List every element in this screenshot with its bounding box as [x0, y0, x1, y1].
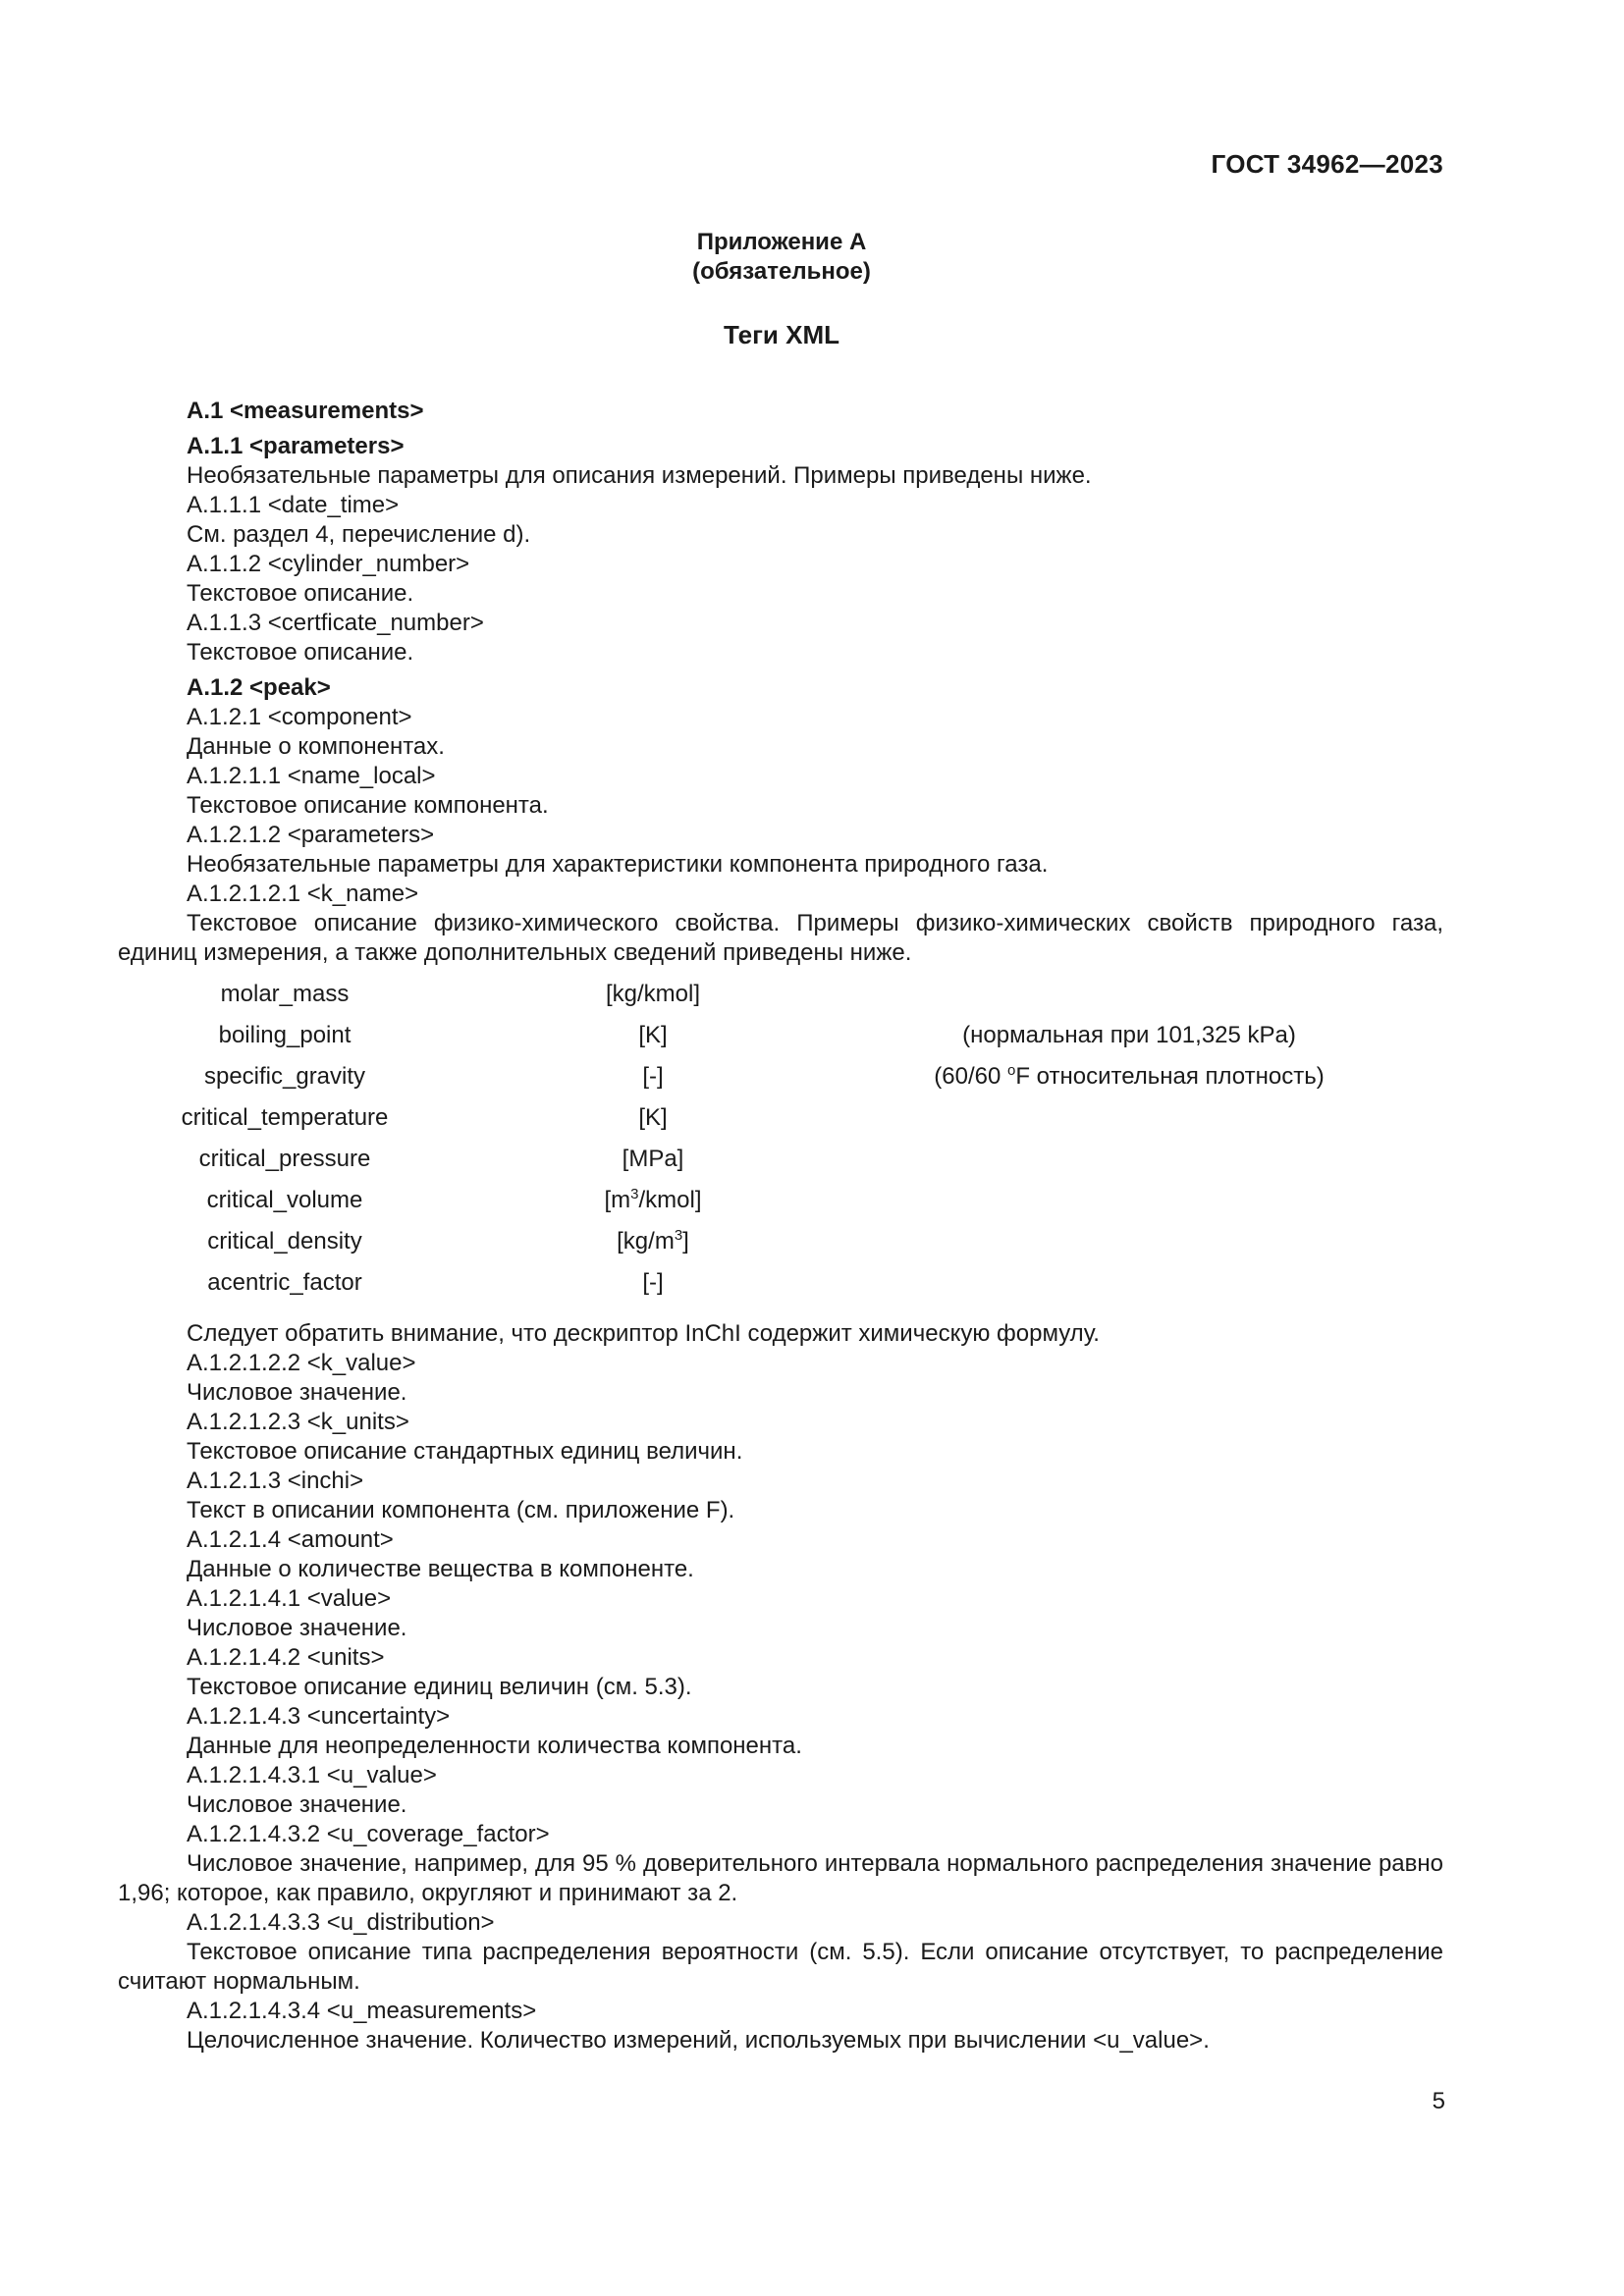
unit-part: ]	[682, 1228, 689, 1255]
property-name: critical_volume	[206, 1187, 363, 1213]
text-line: Текстовое описание компонента.	[187, 792, 549, 819]
text-line: A.1.2.1.3 <inchi>	[187, 1468, 364, 1494]
table-row	[137, 974, 1384, 1015]
text-line: Числовое значение.	[187, 1379, 407, 1406]
section-lines-after-table	[118, 1319, 1443, 1849]
property-name: critical_density	[207, 1228, 362, 1255]
property-note	[874, 1056, 1384, 1097]
table-row	[137, 1262, 1384, 1304]
text-line: Текстовое описание единиц величин (см. 5.3).	[187, 1674, 692, 1700]
property-note: (нормальная при 101,325 kPa)	[962, 1022, 1296, 1048]
table-row	[137, 1097, 1384, 1139]
property-unit	[432, 1180, 874, 1221]
property-unit: [kg/kmol]	[605, 981, 701, 1007]
text-line: Числовое значение.	[187, 1615, 407, 1641]
property-unit: [-]	[642, 1063, 664, 1090]
text-line: A.1.2.1.2.3 <k_units>	[187, 1409, 409, 1435]
note-part: (60/60	[934, 1063, 1007, 1090]
property-name: molar_mass	[220, 981, 350, 1007]
section-lines-before-table	[118, 397, 1443, 909]
text-line-distribution: A.1.2.1.4.3.3 <u_distribution>	[187, 1909, 495, 1936]
text-line: Текстовое описание стандартных единиц величин.	[187, 1438, 743, 1465]
unit-superscript: 3	[674, 1227, 683, 1244]
table-row	[137, 1221, 1384, 1262]
text-line: A.1.2.1.4.3 <uncertainty>	[187, 1703, 451, 1730]
property-name: specific_gravity	[203, 1063, 366, 1090]
text-line: См. раздел 4, перечисление d).	[187, 521, 531, 548]
property-unit: [K]	[638, 1104, 668, 1131]
appendix-heading	[0, 228, 1563, 287]
unit-superscript: 3	[630, 1186, 639, 1202]
property-unit: [-]	[642, 1269, 664, 1296]
text-line: A.1.2.1.1 <name_local>	[187, 763, 436, 789]
document-body	[118, 397, 1443, 2056]
note-superscript: o	[1007, 1062, 1016, 1079]
text-line: Необязательные параметры для характеристики компонента природного газа.	[187, 851, 1049, 878]
text-line: Текстовое описание.	[187, 639, 414, 666]
text-line: Данные для неопределенности количества компонента.	[187, 1733, 802, 1759]
paragraph-k-name: Текстовое описание физико-химического свойства. Примеры физико-химических свойств природного газа, единиц измерения, а также дополнительных сведений приведены ниже.	[118, 910, 1443, 966]
text-line: Числовое значение.	[187, 1791, 407, 1818]
text-line: Необязательные параметры для описания измерений. Примеры приведены ниже.	[187, 462, 1092, 489]
text-line: A.1.2.1.2 <parameters>	[187, 822, 435, 848]
unit-part: [m	[604, 1187, 631, 1213]
text-line: A.1.2.1 <component>	[187, 704, 412, 730]
table-row	[137, 1015, 1384, 1056]
appendix-label: Приложение А	[696, 229, 867, 255]
paragraph-distribution: Текстовое описание типа распределения вероятности (см. 5.5). Если описание отсутствует, то распределение считают нормальным.	[118, 1939, 1443, 1995]
table-row	[137, 1056, 1384, 1097]
appendix-status: (обязательное)	[692, 258, 871, 285]
text-line: A.1.2.1.4.3.2 <u_coverage_factor>	[187, 1821, 550, 1847]
property-unit	[432, 1221, 874, 1262]
section-heading: A.1.2 <peak>	[187, 674, 331, 701]
note-part: F относительная плотность)	[1015, 1063, 1325, 1090]
property-name: critical_pressure	[198, 1146, 371, 1172]
text-line: A.1.2.1.2.1 <k_name>	[187, 881, 419, 907]
text-line: A.1.2.1.4.3.1 <u_value>	[187, 1762, 437, 1789]
table-row	[137, 1180, 1384, 1221]
property-name: acentric_factor	[207, 1269, 362, 1296]
text-line: Текстовое описание.	[187, 580, 414, 607]
text-line: Следует обратить внимание, что дескриптор InChI содержит химическую формулу.	[187, 1320, 1100, 1347]
text-line: A.1.2.1.4.1 <value>	[187, 1585, 392, 1612]
property-note	[874, 974, 1384, 1015]
text-line: A.1.2.1.4 <amount>	[187, 1526, 394, 1553]
section-heading: A.1.1 <parameters>	[187, 433, 405, 459]
text-line: A.1.2.1.2.2 <k_value>	[187, 1350, 416, 1376]
unit-part: /kmol]	[638, 1187, 702, 1213]
property-unit: [MPa]	[622, 1146, 684, 1172]
property-name: boiling_point	[218, 1022, 352, 1048]
text-line-measurements: A.1.2.1.4.3.4 <u_measurements>	[187, 1998, 537, 2024]
property-note	[874, 1139, 1384, 1180]
text-line: A.1.2.1.4.2 <units>	[187, 1644, 385, 1671]
page-number: 5	[1432, 2088, 1445, 2114]
text-line: A.1.1.1 <date_time>	[187, 492, 400, 518]
text-line: A.1.1.3 <certficate_number>	[187, 610, 484, 636]
property-note	[874, 1262, 1384, 1304]
text-line: Текст в описании компонента (см. приложение F).	[187, 1497, 735, 1523]
property-note	[874, 1180, 1384, 1221]
text-line: Данные о количестве вещества в компоненте.	[187, 1556, 694, 1582]
section-heading: A.1 <measurements>	[187, 398, 424, 424]
property-name: critical_temperature	[181, 1104, 389, 1131]
unit-part: [kg/m	[617, 1228, 675, 1255]
appendix-title: Теги XML	[724, 320, 839, 349]
property-unit: [K]	[638, 1022, 668, 1048]
document-id: ГОСТ 34962—2023	[1211, 149, 1443, 179]
paragraph-coverage-factor: Числовое значение, например, для 95 % доверительного интервала нормального распределения значение равно 1,96; которое, как правило, округляют и принимают за 2.	[118, 1850, 1443, 1906]
table-row	[137, 1139, 1384, 1180]
text-line-integer: Целочисленное значение. Количество измерений, используемых при вычислении <u_value>.	[187, 2027, 1210, 2054]
property-note	[874, 1097, 1384, 1139]
property-note	[874, 1221, 1384, 1262]
text-line: Данные о компонентах.	[187, 733, 445, 760]
properties-table	[137, 974, 1384, 1304]
text-line: A.1.1.2 <cylinder_number>	[187, 551, 470, 577]
